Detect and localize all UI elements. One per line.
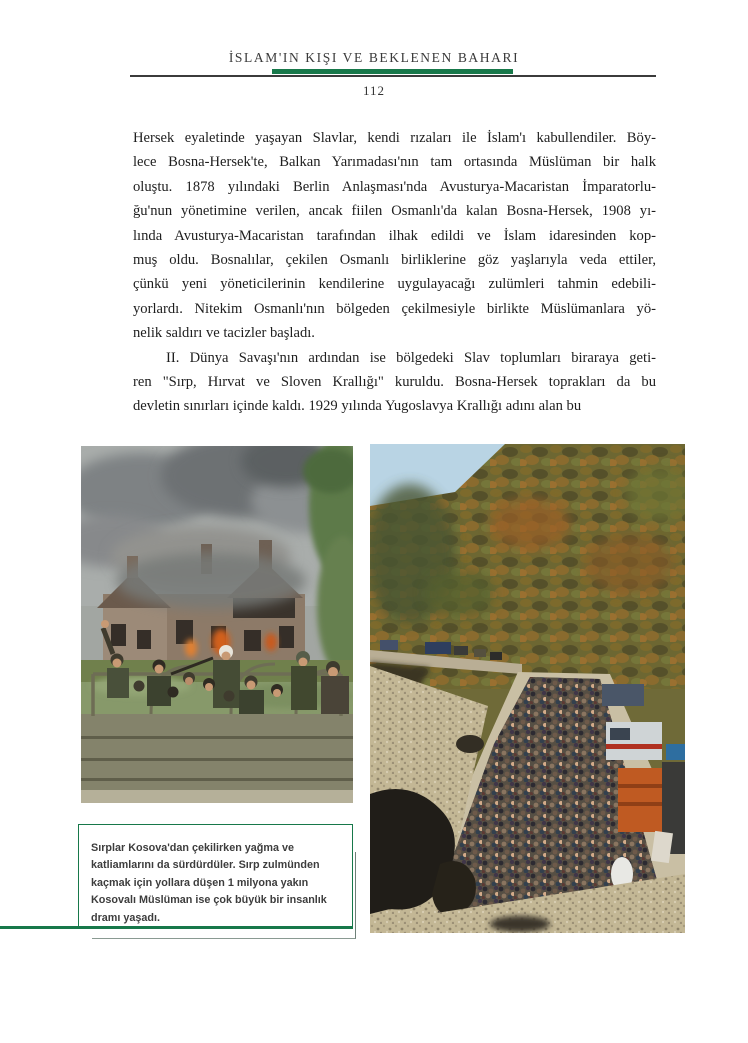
caption-bottom-rule	[0, 926, 353, 929]
body-text-line: yorlardı. Nitekim Osmanlı'nın bölgeden çekilmesiyle birlikte Müslümanlara yö-	[133, 300, 656, 317]
body-text-line: lında Avusturya-Macaristan tarafından ilhak edildi ve İslam idaresinden kop-	[133, 227, 656, 244]
body-text-line: ğu'nun yönetimine verilen, ancak fiilen Osmanlı'da kalan Bosna-Hersek, 1908 yı-	[133, 203, 656, 220]
body-text-line: Hersek eyaletinde yaşayan Slavlar, kendi rızaları ile İslam'ı kabullendiler. Böy-	[133, 130, 656, 146]
body-text-line: muş oldu. Bosnalılar, çekilen Osmanlı birliklerine göz yaşlarıyla veda ettiler,	[133, 252, 656, 269]
paragraph-2	[133, 346, 656, 419]
caption-text: Sırplar Kosova'dan çekilirken yağma ve katliamlarını da sürdürdüler. Sırp zulmünden kaçmak için yollara düşen 1 milyona yakın Kosovalı Müslüman ise çok büyük bir insanlık dramı yaşadı.	[91, 842, 327, 924]
header-green-bar	[272, 69, 513, 74]
body-text-line: devletin sınırları içinde kaldı. 1929 yılında Yugoslavya Krallığı adını alan bu	[133, 398, 582, 415]
body-text-line: lece Bosna-Hersek'te, Balkan Yarımadası'nın tam ortasında Müslüman bir halk	[133, 154, 656, 171]
body-text-line: çünkü yeni yöneticilerinin kendilerine uygulayacağı zulümleri tahmin edebili-	[133, 276, 656, 293]
paragraph-1	[133, 126, 656, 346]
body-text-line: II. Dünya Savaşı'nın ardından ise bölgedeki Slav toplumları biraraya geti-	[166, 349, 656, 366]
body-text-line: nelik saldırı ve tacizler başladı.	[133, 325, 315, 342]
header-rule	[130, 75, 656, 77]
body-text	[133, 126, 656, 419]
caption-box	[78, 824, 353, 926]
body-text-line: ren "Sırp, Hırvat ve Sloven Krallığı" kuruldu. Bosna-Hersek toprakları da bu	[133, 374, 656, 391]
refugee-column-photo	[370, 444, 685, 933]
page-number: 112	[362, 83, 386, 98]
page-header-title: İSLAM'IN KIŞI VE BEKLENEN BAHARI	[228, 50, 520, 65]
body-text-line: oluştu. 1878 yılındaki Berlin Anlaşması'nda Avusturya-Macaristan İmparatorlu-	[133, 178, 656, 195]
soldiers-truck-photo	[81, 446, 353, 803]
